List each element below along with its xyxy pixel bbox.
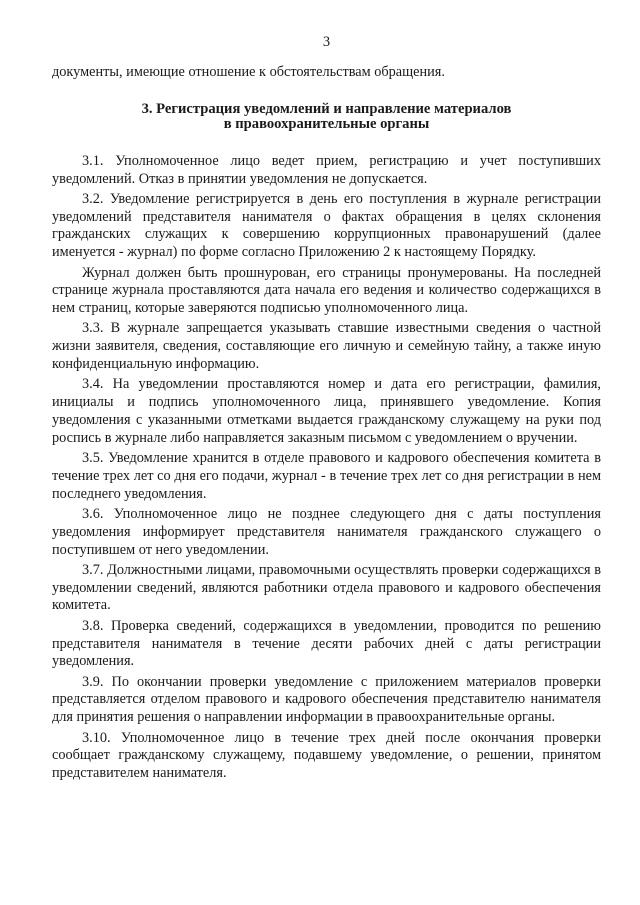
- section-heading-line-1: 3. Регистрация уведомлений и направление материалов: [141, 100, 512, 117]
- paragraph-3-9: 3.9. По окончании проверки уведомление с приложением материалов проверки представляется отделом правового и кадрового обеспечения представителю нанимателя для принятия решения о направлении информации в правоохранительные органы.: [52, 673, 601, 726]
- paragraph-3-4: 3.4. На уведомлении проставляются номер и дата его регистрации, фамилия, инициалы и подпись уполномоченного лица, принявшего уведомление. Копия уведомления с указанными отметками выдается гражданскому служащему на руки под роспись в журнале либо направляется заказным письмом с уведомлением о вручении.: [52, 376, 601, 446]
- section-heading-line-2: в правоохранительные органы: [223, 116, 430, 133]
- paragraph-3-3: 3.3. В журнале запрещается указывать ставшие известными сведения о частной жизни заявителя, сведения, составляющие его личную и семейную тайну, а также иную конфиденциальную информацию.: [52, 320, 601, 373]
- document-body: [52, 64, 601, 785]
- paragraph-journal: Журнал должен быть прошнурован, его страницы пронумерованы. На последней странице журнала проставляются дата начала его ведения и количество содержащихся в нем страниц, которые заверяются подписью уполномоченного лица.: [52, 264, 601, 317]
- paragraph-3-1: 3.1. Уполномоченное лицо ведет прием, регистрацию и учет поступивших уведомлений. Отказ в принятии уведомления не допускается.: [52, 152, 601, 187]
- paragraph-3-5: 3.5. Уведомление хранится в отделе правового и кадрового обеспечения комитета в течение трех лет со дня его подачи, журнал - в течение трех лет со дня регистрации в нем последнего уведомления.: [52, 450, 601, 502]
- page-number: 3: [322, 34, 331, 50]
- section-heading: [52, 102, 601, 133]
- continued-text: документы, имеющие отношение к обстоятельствам обращения.: [52, 64, 445, 80]
- paragraph-3-8: 3.8. Проверка сведений, содержащихся в уведомлении, проводится по решению представителя нанимателя в течение десяти рабочих дней с даты регистрации уведомления.: [52, 617, 601, 670]
- paragraph-3-7: 3.7. Должностными лицами, правомочными осуществлять проверки содержащихся в уведомлении сведений, являются работники отдела правового и кадрового обеспечения комитета.: [52, 561, 601, 614]
- paragraph-3-2: 3.2. Уведомление регистрируется в день его поступления в журнале регистрации уведомлений представителя нанимателя о фактах обращения в целях склонения гражданских служащих к совершению коррупционных правонарушений (далее именуется - журнал) по форме согласно Приложению 2 к настоящему Порядку.: [52, 190, 601, 261]
- paragraph-3-10: 3.10. Уполномоченное лицо в течение трех дней после окончания проверки сообщает гражданскому служащему, подавшему уведомление, о решении, принятом представителем нанимателя.: [52, 729, 601, 782]
- paragraph-3-6: 3.6. Уполномоченное лицо не позднее следующего дня с даты поступления уведомления информирует представителя нанимателя гражданского служащего о поступившем от него уведомлении.: [52, 505, 601, 558]
